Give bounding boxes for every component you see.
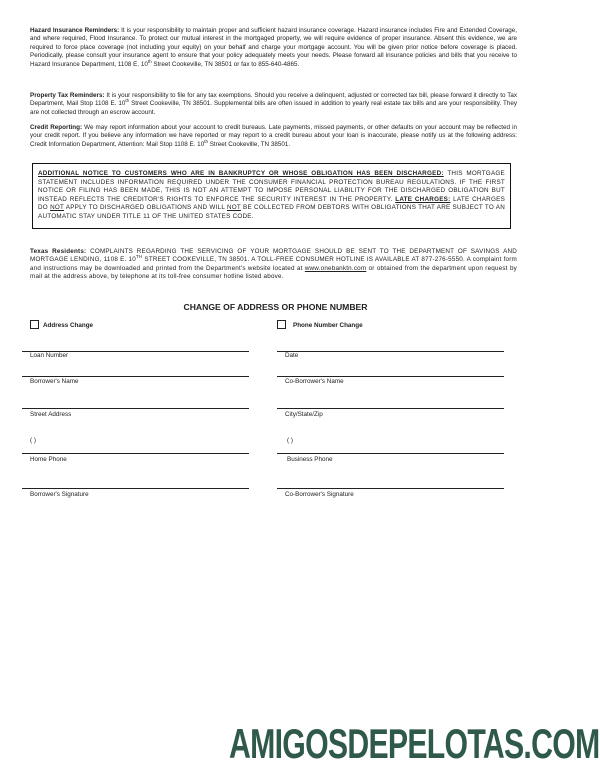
tax-body-2: Street Cookeville, TN 38501. Supplemental bills are often issued in addition to yearly real estate tax bills and are your responsibility. They are not collected through an escrow account. (30, 100, 517, 116)
notice-body-3: APPLY TO DISCHARGED OBLIGATIONS AND WILL (64, 204, 227, 212)
texas-heading: Texas Residents: (30, 248, 87, 255)
notice-body-1: THIS MORTGAGE STATEMENT INCLUDES INFORMATION REQUIRED UNDER THE CONSUMER FINANCIAL PROTECTION BUREAU REGULATIONS. IF THE FIRST NOTICE OR FILING HAS BEEN MADE, THIS IS NOT AN ATTEMPT TO IMPOSE PERSONAL LIABILITY FOR THE DISCHARGED OBLIGATION BUT INSTEAD REFLECTS THE CREDITOR'S RIGHTS TO ENFORCE THE SECURITY INTEREST IN THE PROPERTY. (38, 170, 505, 203)
notice-not-2: NOT (226, 204, 241, 212)
address-change-checkbox[interactable] (30, 320, 39, 329)
coborrower-signature-field[interactable] (277, 488, 504, 489)
watermark-logo: AMIGOSDEPELOTAS.COM (229, 720, 600, 767)
hazard-heading: Hazard Insurance Reminders: (30, 27, 120, 34)
texas-body-3: or obtained from the department upon request by mail at the address above, by telephone at its toll-free consumer hotline listed above. (30, 264, 517, 281)
business-phone-label: Business Phone (287, 456, 333, 463)
street-address-label: Street Address (30, 411, 72, 418)
notice-not-1: NOT (50, 204, 64, 212)
address-change-label: Address Change (43, 322, 94, 329)
credit-heading: Credit Reporting: (30, 124, 83, 131)
loan-number-label: Loan Number (30, 352, 69, 359)
credit-body-1: We may report information about your account to credit bureaus. Late payments, missed payments, or other defaults on your account may be reflected in your credit report. If you believe any information we have reported or may report to a credit bureau about your loan is inaccurate, please notify us at the following address: Credit Information Department, Attention: Mail Stop 1108 E. 10 (30, 124, 517, 148)
hazard-body-2: Street Cookeville, TN 38501 or fax to 855-640-4865. (151, 60, 300, 68)
phone-change-label: Phone Number Change (293, 322, 363, 329)
coborrower-signature-label: Co-Borrower's Signature (285, 491, 354, 498)
tax-body-1: It is your responsibility to file for any tax exemptions. Should you receive a delinquent, adjusted or corrected tax bill, please forward it directly to Tax Department, Mail Stop 1108 E. 10 (30, 92, 517, 108)
notice-body-2: LATE CHARGES DO (38, 195, 506, 212)
hazard-insurance-paragraph (30, 27, 517, 69)
home-phone-label: Home Phone (30, 456, 67, 463)
coborrower-name-field[interactable] (277, 376, 504, 377)
borrower-name-label: Borrower's Name (30, 378, 79, 385)
property-tax-paragraph (30, 92, 517, 117)
form-title: CHANGE OF ADDRESS OR PHONE NUMBER (183, 302, 368, 312)
city-state-zip-field[interactable] (277, 408, 504, 409)
credit-sup: th (204, 138, 208, 144)
date-field[interactable] (277, 351, 504, 352)
hazard-sup: th (147, 58, 152, 64)
borrower-name-field[interactable] (22, 376, 249, 377)
coborrower-name-label: Co-Borrower's Name (285, 378, 344, 385)
notice-heading: ADDITIONAL NOTICE TO CUSTOMERS WHO ARE IN BANKRUPTCY OR WHOSE OBLIGATION HAS BEEN DISCHARGED: (38, 170, 444, 177)
credit-body-2: Street Cookeville, TN 38501. (207, 140, 291, 148)
texas-sup: TH (135, 254, 143, 260)
business-phone-field[interactable] (277, 453, 504, 454)
business-phone-area-code: ( ) (287, 437, 293, 444)
home-phone-field[interactable] (22, 453, 249, 454)
street-address-field[interactable] (22, 408, 249, 409)
phone-change-checkbox[interactable] (277, 320, 286, 329)
department-website-link[interactable]: www.onebanktn.com (304, 264, 367, 272)
texas-residents-paragraph (30, 248, 517, 282)
texas-body-1: COMPLAINTS REGARDING THE SERVICING OF YOUR MORTGAGE SHOULD BE SENT TO THE DEPARTMENT OF SAVINGS AND MORTGAGE LENDING, 1108 E. 10 (30, 248, 518, 264)
bankruptcy-notice-box (32, 163, 511, 229)
hazard-body-1: It is your responsibility to maintain proper and sufficient hazard insurance coverage. Hazard insurance includes Fire and Extended Coverage, and where required, Flood Insurance. To protect our mutual interest in the mortgaged property, we will require evidence of proper insurance. Absent this evidence, we are required to force place coverage (not including your equity) on your behalf and charge your mortgage account. You will be given prior notice before coverage is placed. Periodically, please consult your insurance agent to ensure that your policy adequately meets your needs. Please forward all insurance policies and bills that you receive to Hazard Insurance Department, 1108 E. 10 (30, 27, 517, 68)
borrower-signature-label: Borrower's Signature (30, 491, 89, 498)
credit-reporting-paragraph (30, 124, 517, 149)
tax-sup: th (125, 98, 130, 104)
borrower-signature-field[interactable] (22, 488, 249, 489)
texas-body-2: STREET COOKEVILLE, TN 38501. A TOLL-FREE CONSUMER HOTLINE IS AVAILABLE AT 877-276-5550. A complaint form and instructions may be downloaded and printed from the Department's website located at (30, 256, 517, 272)
late-charges-heading: LATE CHARGES: (395, 195, 451, 203)
city-state-zip-label: City/State/Zip (285, 411, 323, 418)
date-label: Date (285, 352, 299, 359)
tax-heading: Property Tax Reminders: (30, 92, 105, 99)
home-phone-area-code: ( ) (30, 437, 36, 444)
notice-body-4: BE COLLECTED FROM DEBTORS WITH OBLIGATIONS THAT ARE SUBJECT TO AN AUTOMATIC STAY UNDER TITLE 11 OF THE UNITED STATES CODE. (38, 204, 505, 220)
